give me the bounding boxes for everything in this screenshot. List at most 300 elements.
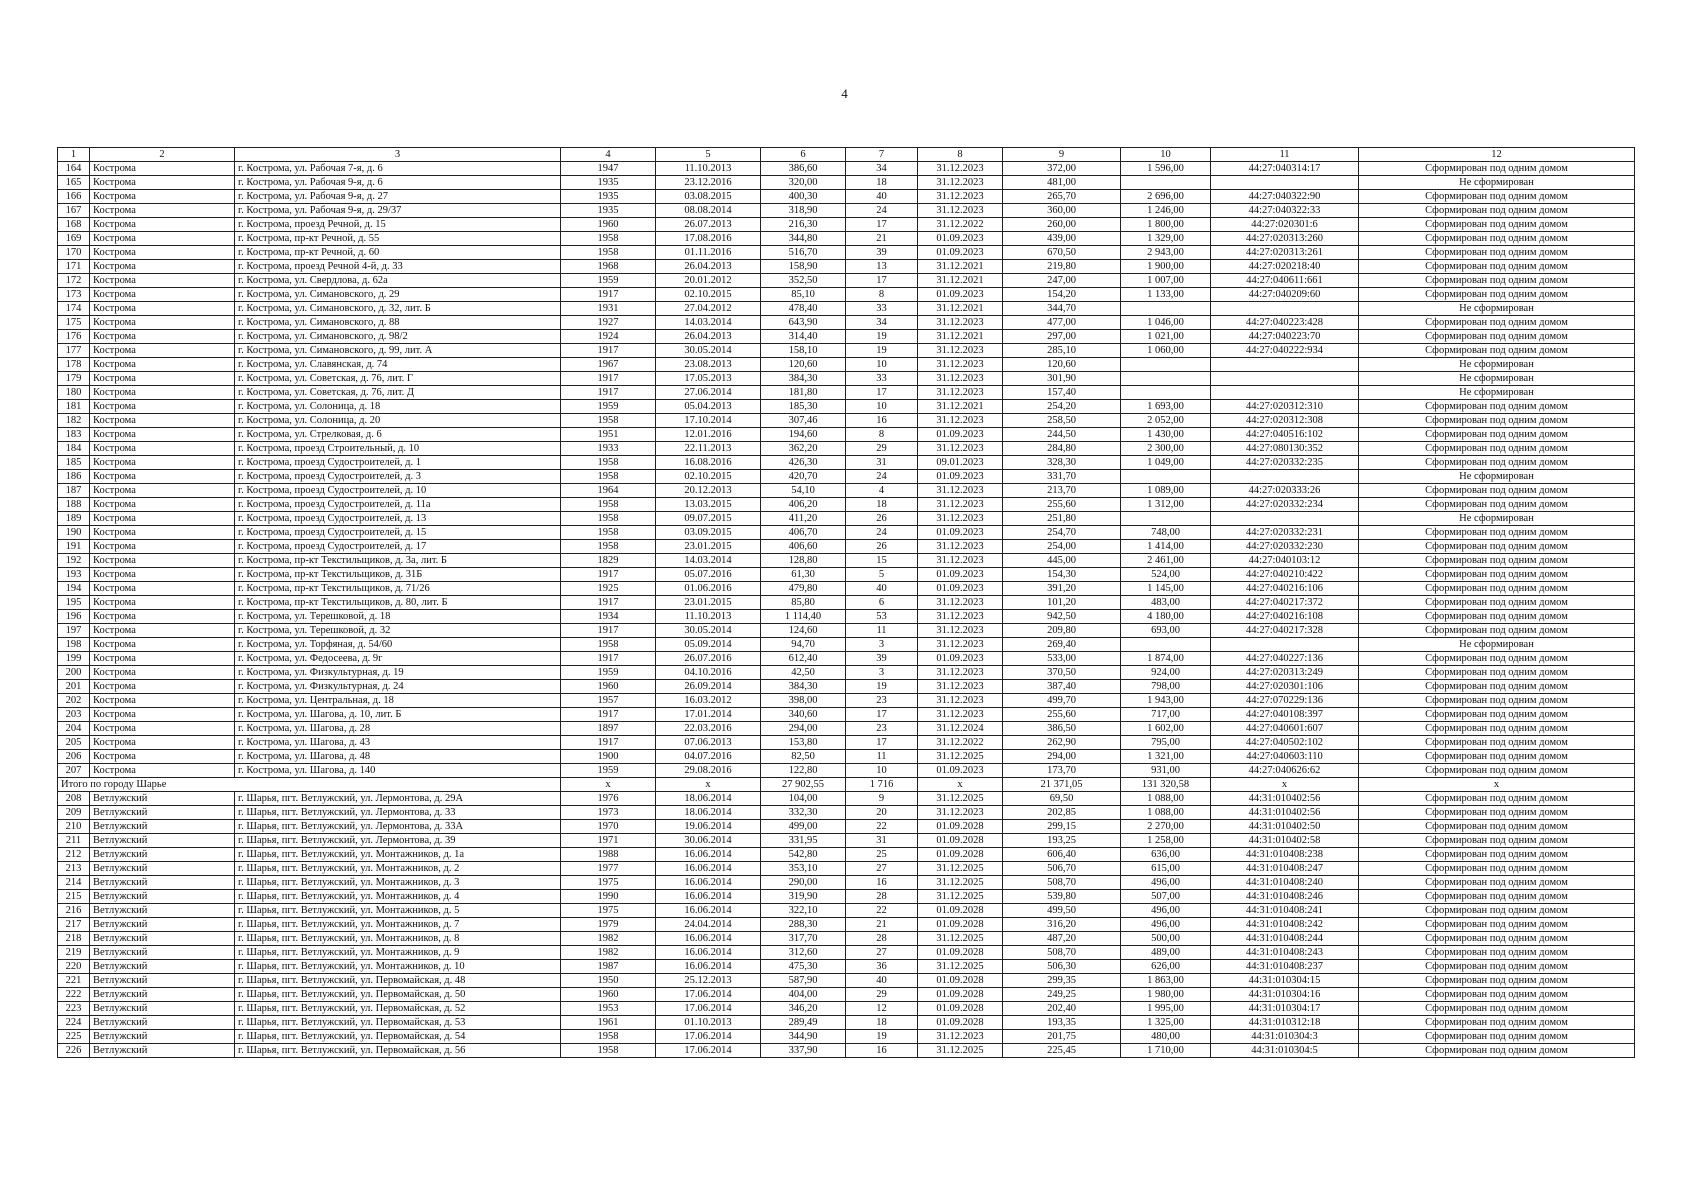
land-status: Сформирован под одним домом [1359, 400, 1635, 414]
locality: Кострома [90, 274, 235, 288]
cadastral-number: 44:27:040227:136 [1211, 652, 1359, 666]
table-row [58, 736, 1635, 750]
residents: 20 [846, 806, 918, 820]
table-row [58, 624, 1635, 638]
total-area: 104,00 [761, 792, 846, 806]
land-status: Сформирован под одним домом [1359, 246, 1635, 260]
land-area: 483,00 [1121, 596, 1211, 610]
area: 249,25 [1003, 988, 1121, 1002]
residents: 9 [846, 792, 918, 806]
cadastral-number: 44:27:020312:310 [1211, 400, 1359, 414]
area: 202,85 [1003, 806, 1121, 820]
table-row [58, 960, 1635, 974]
residents: 33 [846, 302, 918, 316]
table-row [58, 904, 1635, 918]
total-area: 85,10 [761, 288, 846, 302]
land-status: Сформирован под одним домом [1359, 428, 1635, 442]
land-area: 1 710,00 [1121, 1044, 1211, 1058]
deadline: 31.12.2023 [918, 512, 1003, 526]
residents: 17 [846, 736, 918, 750]
land-area: 1 088,00 [1121, 806, 1211, 820]
cadastral-number: 44:27:020313:261 [1211, 246, 1359, 260]
address: г. Кострома, проезд Речной 4-й, д. 33 [235, 260, 561, 274]
row-number: 213 [58, 862, 90, 876]
land-area: 1 863,00 [1121, 974, 1211, 988]
cadastral-number: 44:27:020312:308 [1211, 414, 1359, 428]
total-area: 404,00 [761, 988, 846, 1002]
build-year: 1935 [561, 176, 656, 190]
date: 17.01.2014 [656, 708, 761, 722]
date: 08.08.2014 [656, 204, 761, 218]
cadastral-number: 44:27:040314:17 [1211, 162, 1359, 176]
table-row [58, 876, 1635, 890]
area: 202,40 [1003, 1002, 1121, 1016]
residents: 40 [846, 974, 918, 988]
cadastral-number: 44:27:040516:102 [1211, 428, 1359, 442]
residents: 36 [846, 960, 918, 974]
land-area: 480,00 [1121, 1030, 1211, 1044]
deadline: 31.12.2023 [918, 442, 1003, 456]
total-area: 94,70 [761, 638, 846, 652]
cadastral-number: 44:27:040603:110 [1211, 750, 1359, 764]
residents: 24 [846, 470, 918, 484]
build-year: 1958 [561, 456, 656, 470]
locality: Кострома [90, 554, 235, 568]
table-row [58, 722, 1635, 736]
table-row [58, 1016, 1635, 1030]
land-status: Сформирован под одним домом [1359, 750, 1635, 764]
address: г. Шарья, пгт. Ветлужский, ул. Монтажников, д. 8 [235, 932, 561, 946]
table-row [58, 162, 1635, 176]
land-status: Сформирован под одним домом [1359, 862, 1635, 876]
cadastral-number: 44:27:020332:234 [1211, 498, 1359, 512]
cadastral-number: 44:31:010304:5 [1211, 1044, 1359, 1058]
address: г. Кострома, ул. Советская, д. 76, лит. Г [235, 372, 561, 386]
land-status: Сформирован под одним домом [1359, 722, 1635, 736]
residents: 39 [846, 652, 918, 666]
date: 22.11.2013 [656, 442, 761, 456]
build-year: 1960 [561, 680, 656, 694]
land-status: Сформирован под одним домом [1359, 1002, 1635, 1016]
date: 02.10.2015 [656, 470, 761, 484]
build-year: 1975 [561, 904, 656, 918]
area: 445,00 [1003, 554, 1121, 568]
row-number: 223 [58, 1002, 90, 1016]
locality: Кострома [90, 750, 235, 764]
table-row [58, 554, 1635, 568]
area: 225,45 [1003, 1044, 1121, 1058]
land-area: 693,00 [1121, 624, 1211, 638]
cadastral-number: 44:31:010402:56 [1211, 792, 1359, 806]
locality: Кострома [90, 218, 235, 232]
total-area: 516,70 [761, 246, 846, 260]
land-area: 1 321,00 [1121, 750, 1211, 764]
land-area: 1 007,00 [1121, 274, 1211, 288]
total-area: 181,80 [761, 386, 846, 400]
area: 331,70 [1003, 470, 1121, 484]
row-number: 209 [58, 806, 90, 820]
deadline: 31.12.2021 [918, 260, 1003, 274]
date: 01.10.2013 [656, 1016, 761, 1030]
build-year: 1961 [561, 1016, 656, 1030]
land-status: Сформирован под одним домом [1359, 1016, 1635, 1030]
deadline: 31.12.2023 [918, 386, 1003, 400]
residents: 31 [846, 834, 918, 848]
address: г. Шарья, пгт. Ветлужский, ул. Монтажников, д. 7 [235, 918, 561, 932]
total-area: 194,60 [761, 428, 846, 442]
page-number: 4 [841, 86, 848, 101]
land-status: Сформирован под одним домом [1359, 834, 1635, 848]
total-area: 478,40 [761, 302, 846, 316]
deadline: 09.01.2023 [918, 456, 1003, 470]
residents: 13 [846, 260, 918, 274]
total-area: 340,60 [761, 708, 846, 722]
table-row [58, 344, 1635, 358]
locality: Кострома [90, 652, 235, 666]
locality: Кострома [90, 638, 235, 652]
land-status: Сформирован под одним домом [1359, 988, 1635, 1002]
total-area: 85,80 [761, 596, 846, 610]
area: 69,50 [1003, 792, 1121, 806]
row-number: 210 [58, 820, 90, 834]
column-header: 5 [656, 148, 761, 162]
locality: Ветлужский [90, 792, 235, 806]
build-year: 1931 [561, 302, 656, 316]
build-year: 1958 [561, 498, 656, 512]
table-row [58, 806, 1635, 820]
table-row [58, 932, 1635, 946]
table-row [58, 386, 1635, 400]
locality: Кострома [90, 540, 235, 554]
land-status: Сформирован под одним домом [1359, 1030, 1635, 1044]
area: 260,00 [1003, 218, 1121, 232]
cadastral-number: 44:27:040601:607 [1211, 722, 1359, 736]
locality: Ветлужский [90, 932, 235, 946]
table-row [58, 1044, 1635, 1058]
total-area: 337,90 [761, 1044, 846, 1058]
date: 05.09.2014 [656, 638, 761, 652]
land-status: Сформирован под одним домом [1359, 190, 1635, 204]
area: 506,70 [1003, 862, 1121, 876]
land-area: 496,00 [1121, 918, 1211, 932]
row-number: 196 [58, 610, 90, 624]
cadastral-number: 44:31:010408:246 [1211, 890, 1359, 904]
residents: 29 [846, 988, 918, 1002]
area: 539,80 [1003, 890, 1121, 904]
table-row [58, 526, 1635, 540]
address: г. Кострома, ул. Рабочая 7-я, д. 6 [235, 162, 561, 176]
deadline: 31.12.2025 [918, 876, 1003, 890]
row-number: 180 [58, 386, 90, 400]
cadastral-number: 44:27:040626:62 [1211, 764, 1359, 778]
land-area: 2 696,00 [1121, 190, 1211, 204]
row-number: 188 [58, 498, 90, 512]
vetluzhsky-rows [58, 792, 1635, 1058]
cadastral-number: 44:31:010402:56 [1211, 806, 1359, 820]
table-row [58, 232, 1635, 246]
total-cell: x [918, 778, 1003, 792]
build-year: 1976 [561, 792, 656, 806]
deadline: 01.09.2028 [918, 918, 1003, 932]
row-number: 193 [58, 568, 90, 582]
area: 254,20 [1003, 400, 1121, 414]
address: г. Кострома, проезд Судостроителей, д. 13 [235, 512, 561, 526]
residents: 39 [846, 246, 918, 260]
land-status: Сформирован под одним домом [1359, 330, 1635, 344]
table-row [58, 666, 1635, 680]
locality: Ветлужский [90, 1002, 235, 1016]
date: 16.03.2012 [656, 694, 761, 708]
land-status: Сформирован под одним домом [1359, 582, 1635, 596]
address: г. Кострома, пр-кт Текстильщиков, д. 3а, лит. Б [235, 554, 561, 568]
residents: 22 [846, 820, 918, 834]
residents: 40 [846, 190, 918, 204]
deadline: 01.09.2023 [918, 428, 1003, 442]
deadline: 31.12.2023 [918, 554, 1003, 568]
build-year: 1958 [561, 540, 656, 554]
row-number: 178 [58, 358, 90, 372]
land-area: 1 049,00 [1121, 456, 1211, 470]
row-number: 191 [58, 540, 90, 554]
locality: Кострома [90, 232, 235, 246]
locality: Кострома [90, 204, 235, 218]
row-number: 179 [58, 372, 90, 386]
date: 23.12.2016 [656, 176, 761, 190]
land-area: 798,00 [1121, 680, 1211, 694]
land-area: 1 995,00 [1121, 1002, 1211, 1016]
build-year: 1925 [561, 582, 656, 596]
total-area-2: 21 371,05 [1003, 778, 1121, 792]
address: г. Шарья, пгт. Ветлужский, ул. Первомайская, д. 52 [235, 1002, 561, 1016]
address: г. Кострома, ул. Солоница, д. 20 [235, 414, 561, 428]
table-row [58, 848, 1635, 862]
area: 328,30 [1003, 456, 1121, 470]
land-status: Сформирован под одним домом [1359, 456, 1635, 470]
build-year: 1917 [561, 568, 656, 582]
locality: Кострома [90, 680, 235, 694]
locality: Кострома [90, 428, 235, 442]
locality: Кострома [90, 344, 235, 358]
land-area: 1 133,00 [1121, 288, 1211, 302]
row-number: 198 [58, 638, 90, 652]
area: 942,50 [1003, 610, 1121, 624]
land-area: 500,00 [1121, 932, 1211, 946]
date: 11.10.2013 [656, 610, 761, 624]
row-number: 167 [58, 204, 90, 218]
locality: Кострома [90, 512, 235, 526]
address: г. Шарья, пгт. Ветлужский, ул. Монтажников, д. 9 [235, 946, 561, 960]
land-area [1121, 358, 1211, 372]
date: 17.05.2013 [656, 372, 761, 386]
land-status: Сформирован под одним домом [1359, 890, 1635, 904]
cadastral-number: 44:27:020301:106 [1211, 680, 1359, 694]
build-year: 1958 [561, 232, 656, 246]
date: 17.08.2016 [656, 232, 761, 246]
cadastral-number: 44:31:010408:238 [1211, 848, 1359, 862]
cadastral-number: 44:27:040210:422 [1211, 568, 1359, 582]
locality: Ветлужский [90, 974, 235, 988]
build-year: 1973 [561, 806, 656, 820]
deadline: 31.12.2023 [918, 316, 1003, 330]
build-year: 1968 [561, 260, 656, 274]
land-status: Сформирован под одним домом [1359, 218, 1635, 232]
row-number: 203 [58, 708, 90, 722]
column-header: 9 [1003, 148, 1121, 162]
land-status: Не сформирован [1359, 302, 1635, 316]
column-number-row [58, 148, 1635, 162]
deadline: 01.09.2028 [918, 1016, 1003, 1030]
table-row [58, 330, 1635, 344]
land-status: Сформирован под одним домом [1359, 652, 1635, 666]
total-area: 61,30 [761, 568, 846, 582]
address: г. Кострома, ул. Центральная, д. 18 [235, 694, 561, 708]
address: г. Кострома, ул. Рабочая 9-я, д. 27 [235, 190, 561, 204]
build-year: 1917 [561, 736, 656, 750]
residents: 24 [846, 204, 918, 218]
deadline: 31.12.2023 [918, 596, 1003, 610]
total-area: 318,90 [761, 204, 846, 218]
locality: Ветлужский [90, 946, 235, 960]
land-status: Сформирован под одним домом [1359, 666, 1635, 680]
row-number: 215 [58, 890, 90, 904]
area: 254,00 [1003, 540, 1121, 554]
address: г. Шарья, пгт. Ветлужский, ул. Монтажников, д. 4 [235, 890, 561, 904]
residents: 34 [846, 162, 918, 176]
land-area: 2 461,00 [1121, 554, 1211, 568]
land-status: Сформирован под одним домом [1359, 274, 1635, 288]
date: 26.09.2014 [656, 680, 761, 694]
address: г. Кострома, ул. Симановского, д. 99, лит. А [235, 344, 561, 358]
table-row [58, 988, 1635, 1002]
row-number: 205 [58, 736, 90, 750]
area: 487,20 [1003, 932, 1121, 946]
residents: 27 [846, 862, 918, 876]
row-number: 201 [58, 680, 90, 694]
address: г. Кострома, ул. Стрелковая, д. 6 [235, 428, 561, 442]
date: 14.03.2014 [656, 554, 761, 568]
row-number: 214 [58, 876, 90, 890]
land-area: 2 300,00 [1121, 442, 1211, 456]
area: 481,00 [1003, 176, 1121, 190]
area: 254,70 [1003, 526, 1121, 540]
total-residents: 1 716 [846, 778, 918, 792]
locality: Кострома [90, 764, 235, 778]
land-status: Не сформирован [1359, 470, 1635, 484]
row-number: 169 [58, 232, 90, 246]
cadastral-number: 44:27:080130:352 [1211, 442, 1359, 456]
build-year: 1958 [561, 526, 656, 540]
residents: 28 [846, 932, 918, 946]
address: г. Шарья, пгт. Ветлужский, ул. Лермонтова, д. 33А [235, 820, 561, 834]
build-year: 1987 [561, 960, 656, 974]
area: 301,90 [1003, 372, 1121, 386]
build-year: 1958 [561, 414, 656, 428]
row-number: 208 [58, 792, 90, 806]
land-status: Сформирован под одним домом [1359, 232, 1635, 246]
area: 533,00 [1003, 652, 1121, 666]
land-area: 1 900,00 [1121, 260, 1211, 274]
land-area: 2 943,00 [1121, 246, 1211, 260]
land-area: 1 089,00 [1121, 484, 1211, 498]
area: 255,60 [1003, 498, 1121, 512]
table-row [58, 218, 1635, 232]
address: г. Кострома, ул. Физкультурная, д. 24 [235, 680, 561, 694]
address: г. Кострома, ул. Шагова, д. 10, лит. Б [235, 708, 561, 722]
date: 16.06.2014 [656, 890, 761, 904]
row-number: 182 [58, 414, 90, 428]
residents: 18 [846, 498, 918, 512]
table-row [58, 372, 1635, 386]
area: 255,60 [1003, 708, 1121, 722]
land-area: 1 602,00 [1121, 722, 1211, 736]
locality: Кострома [90, 456, 235, 470]
land-area: 2 270,00 [1121, 820, 1211, 834]
land-status: Сформирован под одним домом [1359, 848, 1635, 862]
land-area: 626,00 [1121, 960, 1211, 974]
deadline: 31.12.2021 [918, 302, 1003, 316]
build-year: 1958 [561, 246, 656, 260]
date: 04.10.2016 [656, 666, 761, 680]
build-year: 1960 [561, 218, 656, 232]
date: 16.06.2014 [656, 904, 761, 918]
deadline: 31.12.2023 [918, 204, 1003, 218]
locality: Ветлужский [90, 848, 235, 862]
address: г. Шарья, пгт. Ветлужский, ул. Лермонтова, д. 39 [235, 834, 561, 848]
land-status: Сформирован под одним домом [1359, 596, 1635, 610]
table-row [58, 750, 1635, 764]
date: 17.06.2014 [656, 1030, 761, 1044]
locality: Кострома [90, 190, 235, 204]
area: 506,30 [1003, 960, 1121, 974]
total-area: 352,50 [761, 274, 846, 288]
cadastral-number: 44:27:040322:90 [1211, 190, 1359, 204]
build-year: 1970 [561, 820, 656, 834]
area: 101,20 [1003, 596, 1121, 610]
deadline: 01.09.2028 [918, 974, 1003, 988]
residents: 23 [846, 694, 918, 708]
table-row [58, 652, 1635, 666]
land-status: Сформирован под одним домом [1359, 904, 1635, 918]
build-year: 1917 [561, 624, 656, 638]
locality: Кострома [90, 414, 235, 428]
table-row [58, 918, 1635, 932]
table-row [58, 834, 1635, 848]
deadline: 01.09.2028 [918, 848, 1003, 862]
column-header: 7 [846, 148, 918, 162]
land-area: 1 800,00 [1121, 218, 1211, 232]
row-number: 220 [58, 960, 90, 974]
address: г. Кострома, ул. Шагова, д. 43 [235, 736, 561, 750]
locality: Кострома [90, 442, 235, 456]
build-year: 1917 [561, 652, 656, 666]
address: г. Кострома, проезд Судостроителей, д. 17 [235, 540, 561, 554]
table-row [58, 274, 1635, 288]
land-area: 1 980,00 [1121, 988, 1211, 1002]
total-area: 344,80 [761, 232, 846, 246]
address: г. Кострома, ул. Советская, д. 76, лит. Д [235, 386, 561, 400]
table-row [58, 414, 1635, 428]
land-area: 1 693,00 [1121, 400, 1211, 414]
deadline: 31.12.2023 [918, 694, 1003, 708]
total-area: 307,46 [761, 414, 846, 428]
total-area: 362,20 [761, 442, 846, 456]
residents: 29 [846, 442, 918, 456]
residents: 17 [846, 218, 918, 232]
locality: Ветлужский [90, 1044, 235, 1058]
area: 258,50 [1003, 414, 1121, 428]
locality: Кострома [90, 358, 235, 372]
deadline: 01.09.2028 [918, 988, 1003, 1002]
